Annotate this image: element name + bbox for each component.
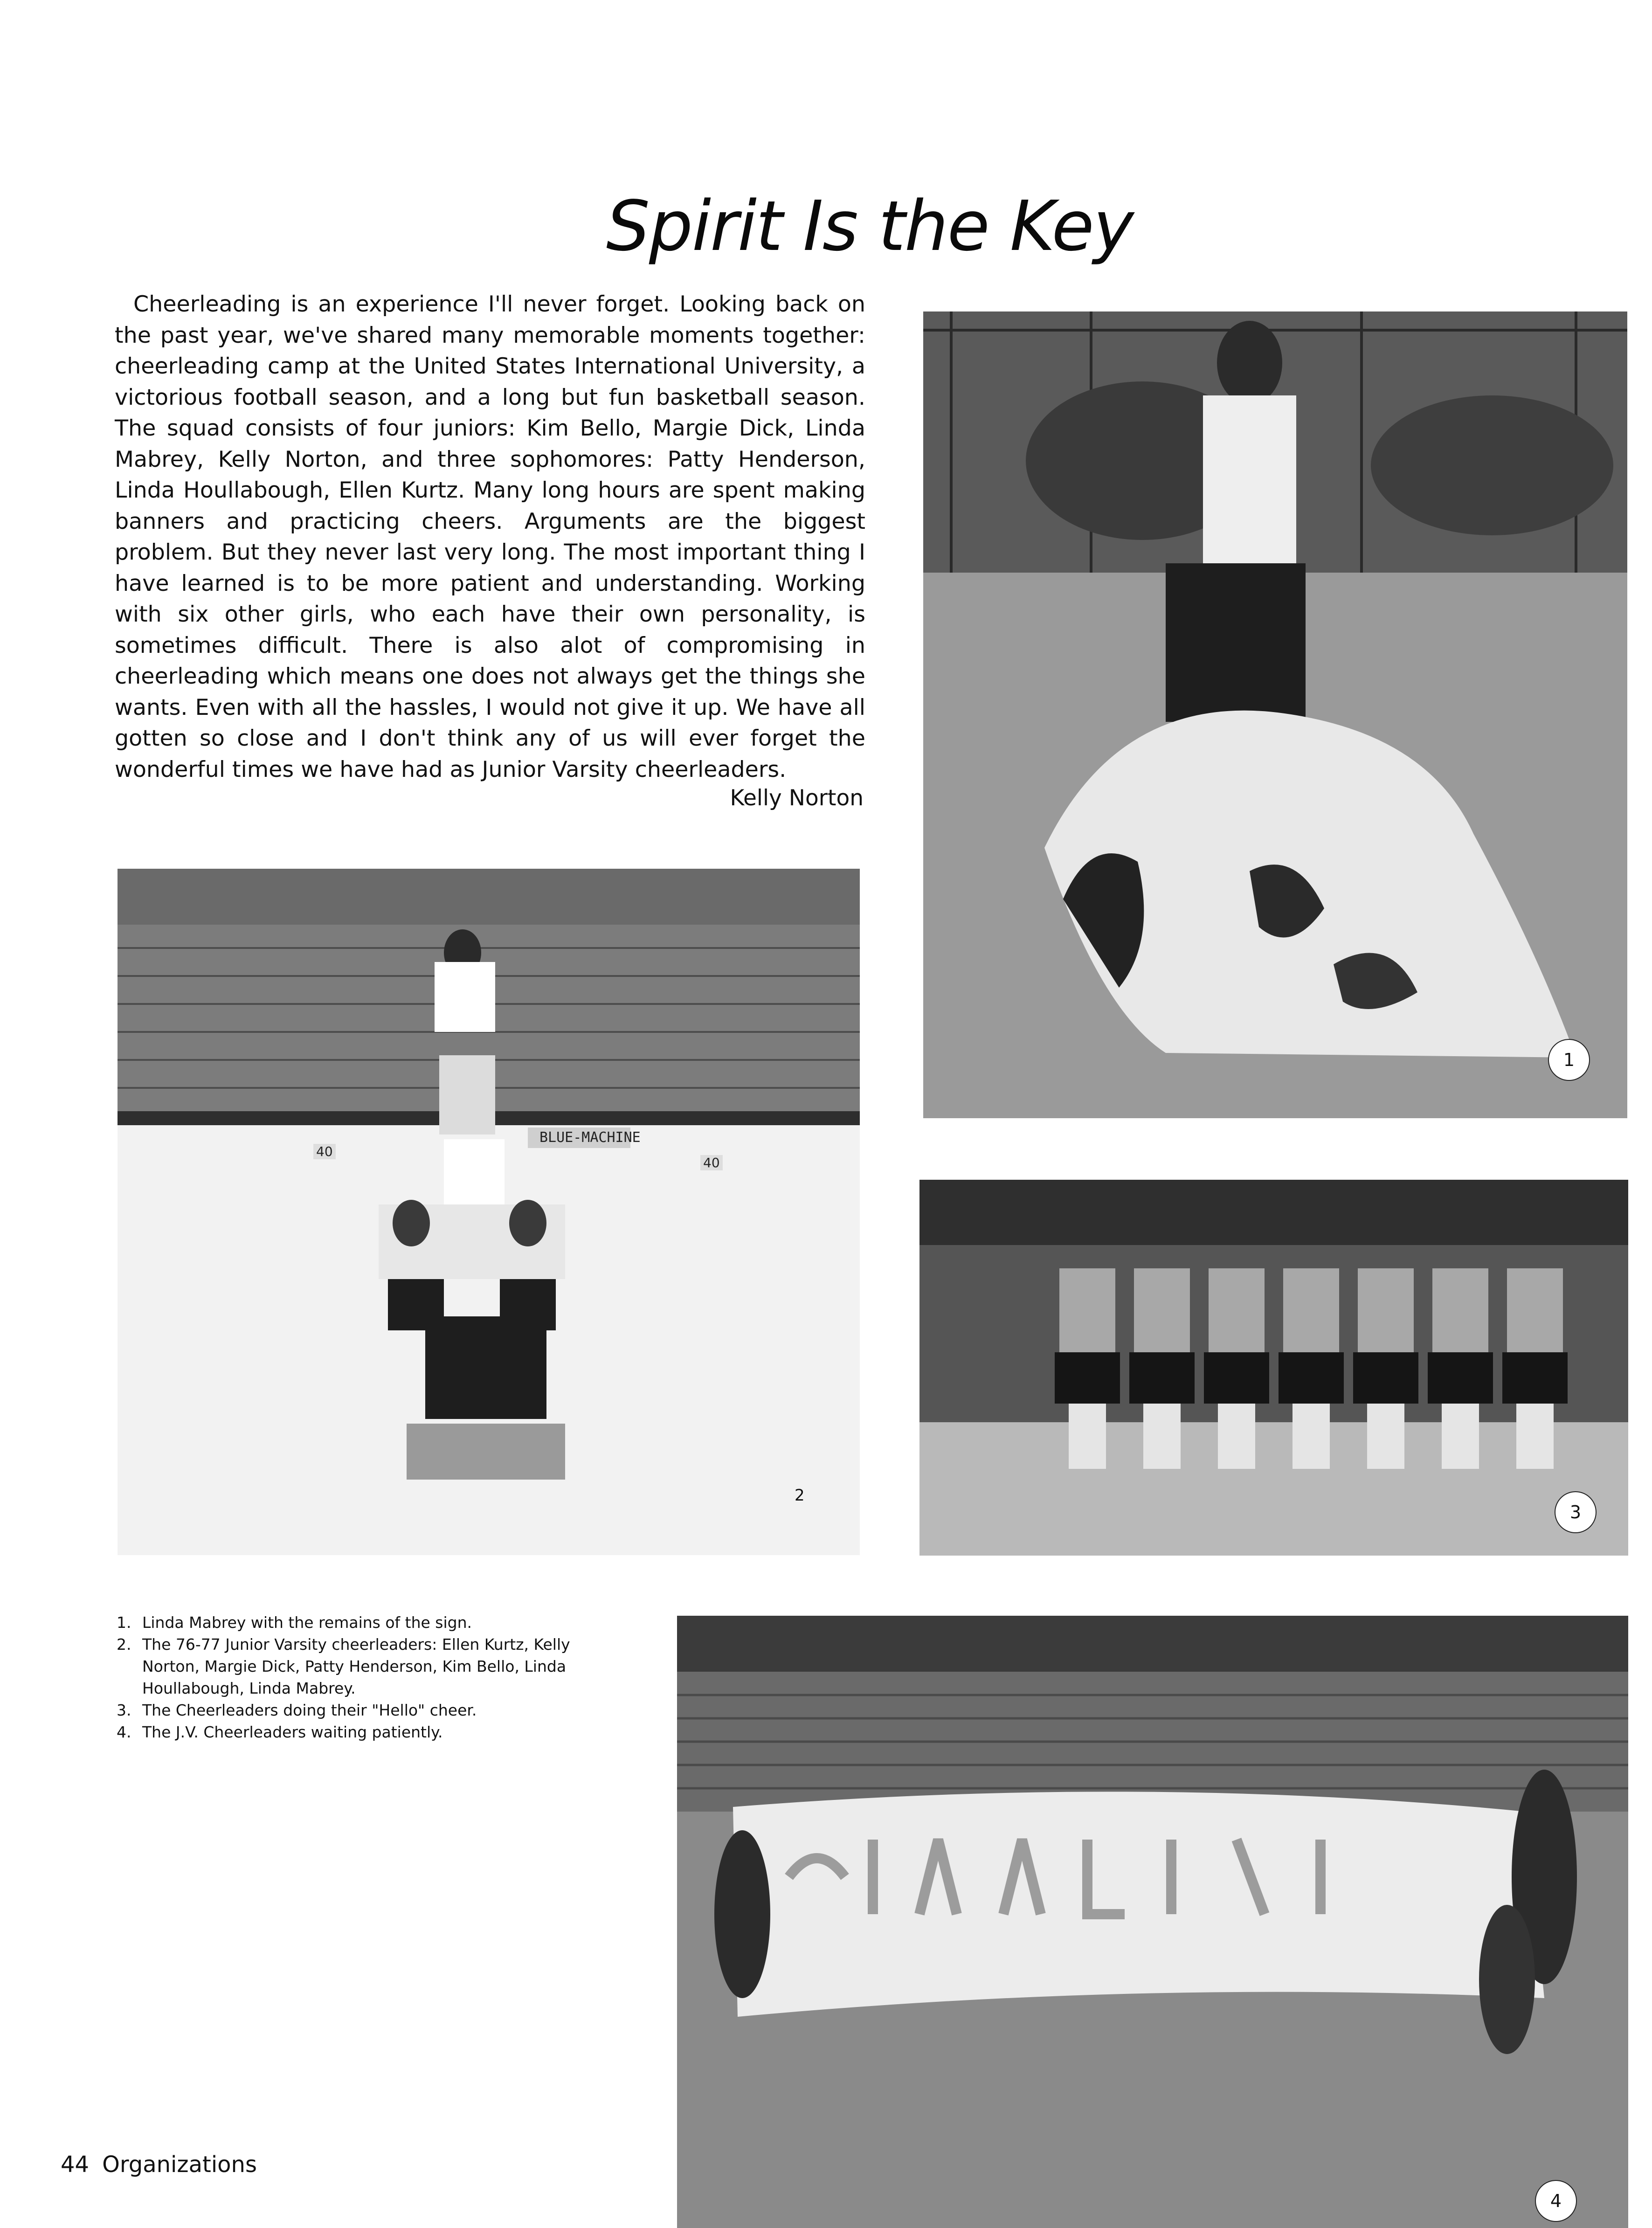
page-title: Spirit Is the Key xyxy=(606,182,1175,270)
photo-2-number: 2 xyxy=(795,1486,805,1505)
caption-text: Linda Mabrey with the remains of the sign. xyxy=(142,1613,472,1632)
caption-item xyxy=(117,1633,583,1699)
story-text: Cheerleading is an experience I'll never forget. Looking back on the past year, we've shared many memorable moments together: cheerleading camp at the United States International University, a victorious football season, and a long but fun basketball season. The squad consists of four juniors: Kim Bello, Margie Dick, Linda Mabrey, Kelly Norton, and three sophomores: Patty Henderson, Linda Houllabough, Ellen Kurtz. Many long hours are spent making banners and practicing cheers. Arguments are the biggest problem. But they never last very long. The most important thing I have learned is to be more patient and understanding. Working with six other girls, who each have their own personality, is sometimes difficult. There is also alot of compromising in cheerleading which means one does not always get the things she wants. Even with all the hassles, I would not give it up. We have all gotten so close and I don't think any of us will ever forget the wonderful times we have had as Junior Varsity cheerleaders. xyxy=(115,291,865,782)
photo-1-number: 1 xyxy=(1548,1039,1590,1081)
photo-2 xyxy=(118,869,860,1555)
caption-text: The J.V. Cheerleaders waiting patiently. xyxy=(142,1723,443,1741)
caption-item xyxy=(117,1699,583,1721)
stadium-banner-text: BLUE-MACHINE xyxy=(539,1129,641,1146)
caption-number: 3. xyxy=(117,1701,131,1719)
caption-number: 4. xyxy=(117,1723,131,1741)
photo-1-image xyxy=(923,311,1627,1118)
yard-marker-left: 40 xyxy=(313,1144,336,1159)
yard-marker-right: 40 xyxy=(700,1155,723,1170)
photo-4-number: 4 xyxy=(1535,2180,1577,2222)
caption-text: The Cheerleaders doing their "Hello" cheer. xyxy=(142,1701,477,1719)
photo-3-number: 3 xyxy=(1555,1491,1597,1533)
section-name: Organizations xyxy=(102,2152,257,2178)
caption-text: The 76-77 Junior Varsity cheerleaders: Ellen Kurtz, Kelly Norton, Margie Dick, Patty Henderson, Kim Bello, Linda Houllabough, Linda Mabrey. xyxy=(142,1635,570,1697)
caption-number: 1. xyxy=(117,1613,131,1632)
caption-item xyxy=(117,1612,583,1633)
caption-list xyxy=(117,1612,583,1743)
photo-3-image xyxy=(919,1180,1628,1556)
photo-3 xyxy=(919,1180,1628,1556)
caption-item xyxy=(117,1721,583,1743)
story-byline: Kelly Norton xyxy=(730,785,864,811)
photo-4 xyxy=(677,1616,1628,2228)
photo-2-image xyxy=(118,869,860,1555)
page-footer xyxy=(61,2151,257,2179)
photo-1 xyxy=(923,311,1627,1118)
photo-4-image xyxy=(677,1616,1628,2228)
page-number: 44 xyxy=(61,2152,90,2178)
caption-number: 2. xyxy=(117,1635,131,1654)
